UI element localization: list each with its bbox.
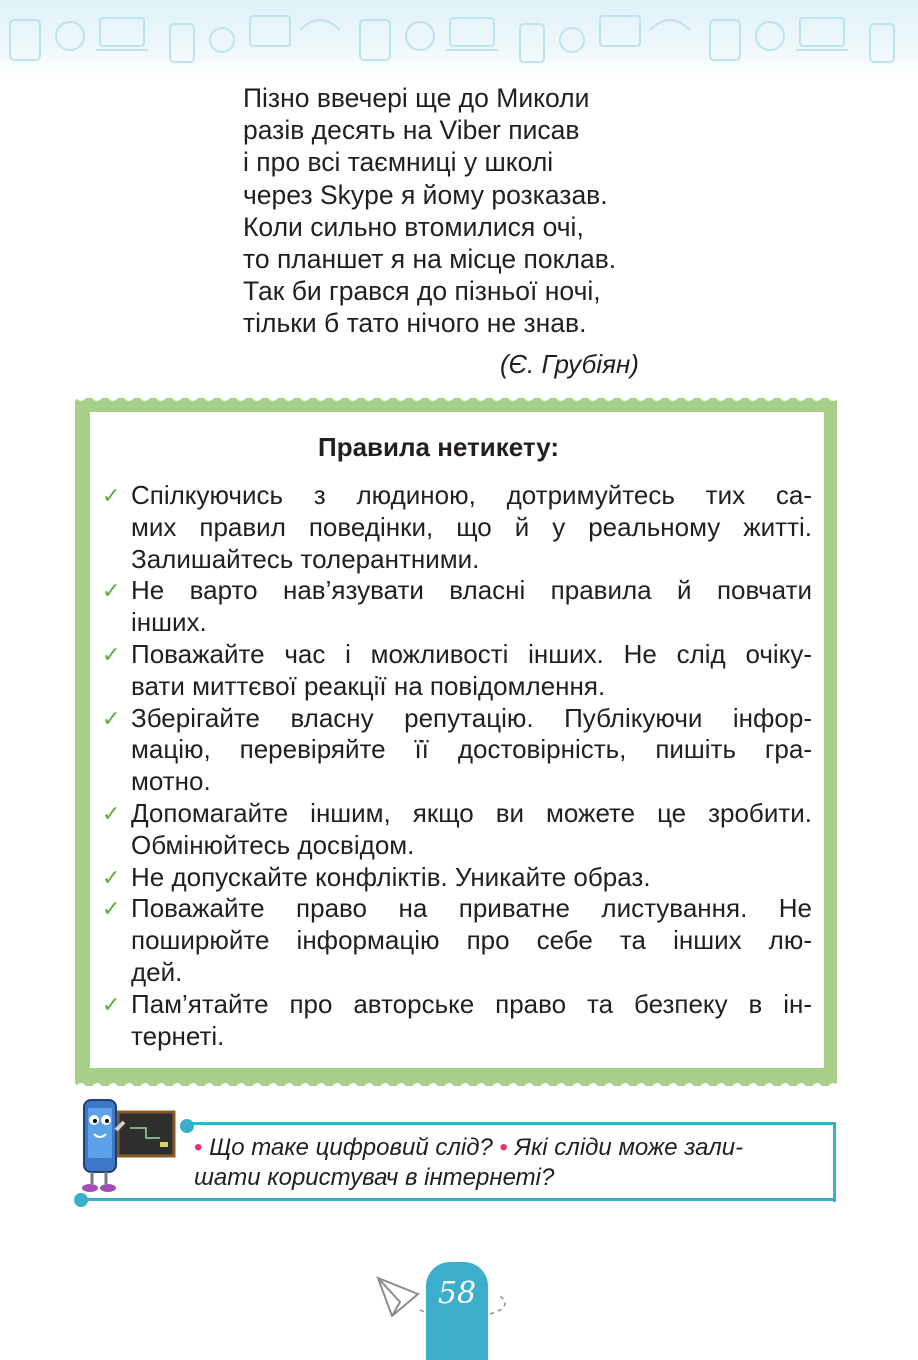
list-item: [100, 703, 812, 798]
list-item: [100, 639, 812, 703]
poem-line: і про всі таємниці у школі: [243, 147, 554, 178]
poem-line: Так би грався до пізньої ночі,: [243, 276, 601, 307]
rule-line: Поважайте час і можливості інших. Не слід очіку-: [131, 638, 812, 669]
frame-dot: [74, 1193, 88, 1207]
question-bullet: •: [194, 1134, 203, 1161]
rule-line: тернеті.: [131, 1020, 225, 1051]
poem-line: разів десять на Viber писав: [243, 115, 580, 146]
question-frame-bottom-line: [80, 1198, 836, 1201]
rule-line: Не допускайте конфліктів. Уникайте образ.: [131, 861, 651, 892]
rule-line: Пам’ятайте про авторське право та безпеку в ін-: [131, 988, 812, 1019]
mascot: [72, 1090, 182, 1200]
rule-line: мотно.: [131, 766, 211, 797]
list-item: [100, 989, 812, 1053]
poem-line: через Skype я йому розказав.: [243, 179, 608, 210]
rules-list: [100, 480, 812, 1052]
rule-line: мих правил поведінки, що й у реальному житті.: [131, 511, 812, 542]
poem-line: Коли сильно втомилися очі,: [243, 211, 584, 242]
question-text: [194, 1133, 824, 1193]
check-mark-icon: ✓: [102, 641, 121, 667]
question-bullet: •: [499, 1134, 508, 1161]
frame-dot: [180, 1119, 194, 1133]
page-number: 58: [437, 1276, 477, 1311]
list-item: [100, 575, 812, 639]
header-doodle-band: [0, 0, 918, 78]
rule-line: Не варто нав’язувати власні правила й повчати: [131, 575, 812, 606]
question-2-part-1: Які сліди може зали-: [514, 1134, 744, 1161]
rule-line: Обмінюйтесь досвідом.: [131, 829, 415, 860]
list-item: [100, 862, 812, 894]
rule-line: Поважайте право на приватне листування. Не: [131, 893, 812, 924]
rule-line: Спілкуючись з людиною, дотримуйтесь тих са-: [131, 480, 812, 510]
rule-line: Зберігайте власну репутацію. Публікуючи інфор-: [131, 702, 812, 733]
gadget-doodles-pattern-icon: [0, 0, 918, 78]
rule-line: мацію, перевіряйте її достовірність, пишіть гра-: [131, 734, 812, 765]
check-mark-icon: ✓: [102, 705, 121, 731]
rule-line: дей.: [131, 956, 183, 987]
check-mark-icon: ✓: [102, 896, 121, 922]
rule-line: Допомагайте іншим, якщо ви можете це зробити.: [131, 797, 812, 828]
rule-line: інших.: [131, 607, 207, 638]
check-mark-icon: ✓: [102, 578, 121, 604]
check-mark-icon: ✓: [102, 991, 121, 1017]
list-item: [100, 798, 812, 862]
question-2-part-2: шати користувач в інтернеті?: [194, 1164, 555, 1191]
list-item: [100, 893, 812, 988]
check-mark-icon: ✓: [102, 864, 121, 890]
poem-line: то планшет я на місце поклав.: [243, 244, 617, 275]
rule-line: поширюйте інформацію про себе та інших лю-: [131, 925, 812, 956]
poem: [243, 82, 683, 340]
check-mark-icon: ✓: [102, 800, 121, 826]
check-mark-icon: ✓: [102, 483, 121, 508]
poem-line: Пізно ввечері ще до Миколи: [243, 83, 590, 113]
phone-mascot-at-blackboard-icon: [72, 1090, 182, 1200]
rules-title: Правила нетикету:: [318, 432, 560, 462]
rule-line: Залишайтесь толерантними.: [131, 543, 480, 574]
poem-line: тільки б тато нічого не знав.: [243, 308, 587, 339]
rule-line: вати миттєвої реакції на повідомлення.: [131, 670, 606, 701]
poem-author: (Є. Грубіян): [500, 349, 639, 379]
list-item: [100, 480, 812, 575]
question-1: Що таке цифровий слід?: [209, 1134, 493, 1161]
